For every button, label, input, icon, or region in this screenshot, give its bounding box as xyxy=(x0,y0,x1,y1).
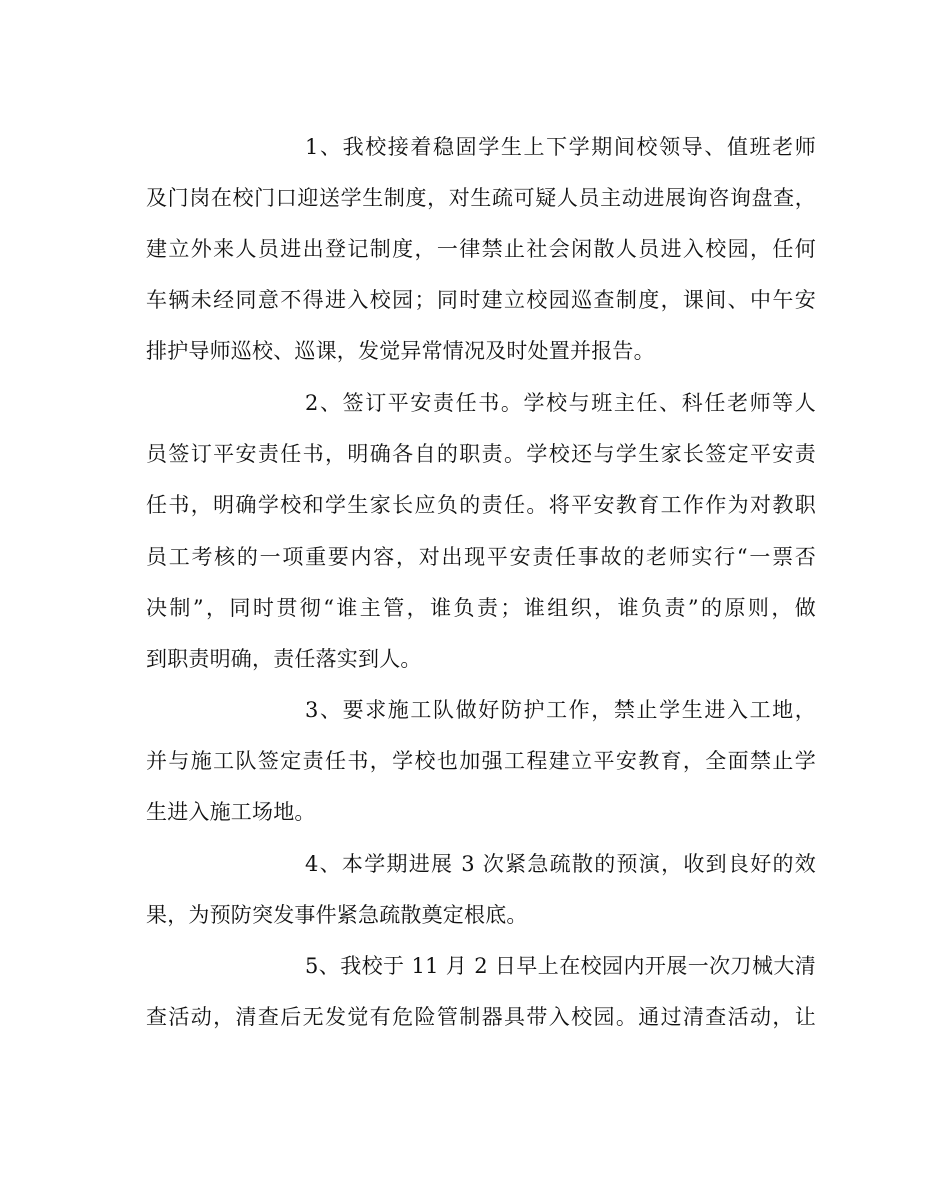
paragraph-5-line-1: 5、我校于 11 月 2 日早上在校园内开展一次刀械大清 xyxy=(305,954,816,978)
paragraph-2-line-3: 任书，明确学校和学生家长应负的责任。将平安教育工作作为对教职 xyxy=(146,493,816,517)
paragraph-1-line-4: 车辆未经同意不得进入校园；同时建立校园巡查制度，课间、中午安 xyxy=(146,288,816,312)
paragraph-1-line-1: 1、我校接着稳固学生上下学期间校领导、值班老师 xyxy=(305,135,816,159)
paragraph-4-line-1: 4、本学期进展 3 次紧急疏散的预演，收到良好的效 xyxy=(305,852,816,876)
paragraph-2-line-6: 到职责明确，责任落实到人。 xyxy=(146,647,422,671)
paragraph-3-line-1: 3、要求施工队做好防护工作，禁止学生进入工地， xyxy=(305,698,816,722)
paragraph-1-line-2: 及门岗在校门口迎送学生制度，对生疏可疑人员主动进展询咨询盘查， xyxy=(146,186,816,210)
paragraph-2-line-2: 员签订平安责任书，明确各自的职责。学校还与学生家长签定平安责 xyxy=(146,442,816,466)
paragraph-4-line-2: 果，为预防突发事件紧急疏散奠定根底。 xyxy=(146,903,528,927)
paragraph-2-line-4: 员工考核的一项重要内容，对出现平安责任事故的老师实行“一票否 xyxy=(146,545,816,569)
paragraph-1-line-3: 建立外来人员进出登记制度，一律禁止社会闲散人员进入校园，任何 xyxy=(146,237,816,261)
paragraph-5-line-2: 查活动，清查后无发觉有危险管制器具带入校园。通过清查活动，让 xyxy=(146,1005,816,1029)
paragraph-1-line-5: 排护导师巡校、巡课，发觉异常情况及时处置并报告。 xyxy=(146,339,655,363)
paragraph-2-line-1: 2、签订平安责任书。学校与班主任、科任老师等人 xyxy=(305,391,816,415)
paragraph-3-line-2: 并与施工队签定责任书，学校也加强工程建立平安教育，全面禁止学 xyxy=(146,749,816,773)
paragraph-2-line-5: 决制”，同时贯彻“谁主管，谁负责；谁组织，谁负责”的原则，做 xyxy=(146,596,816,620)
paragraph-3-line-3: 生进入施工场地。 xyxy=(146,800,316,824)
